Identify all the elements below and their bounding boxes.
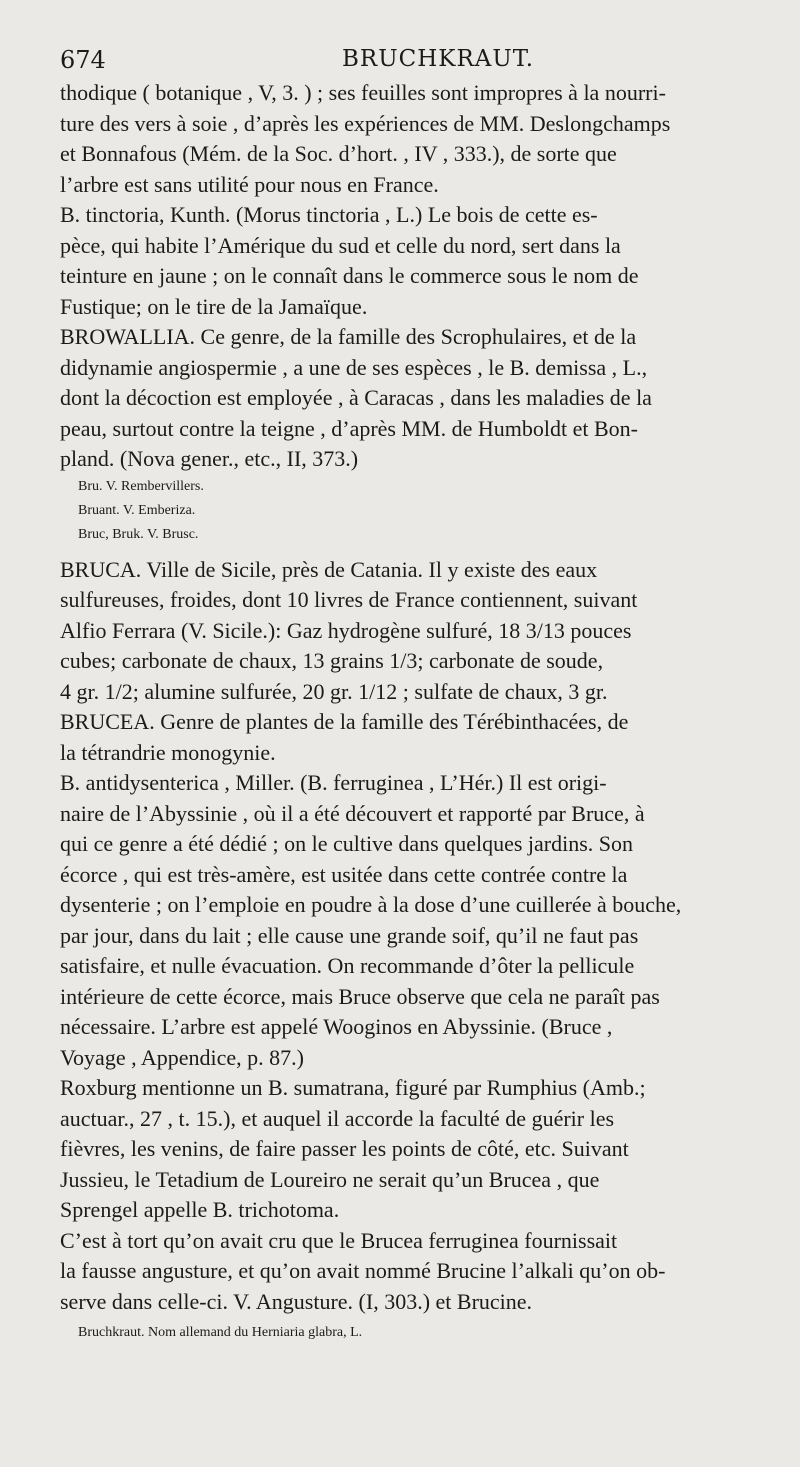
text-line: cubes; carbonate de chaux, 13 grains 1/3; carbonate de soude, <box>60 648 604 673</box>
text-line: nécessaire. L’arbre est appelé Wooginos en Abyssinie. (Bruce , <box>60 1014 613 1039</box>
text-line: pland. (Nova gener., etc., II, 373.) <box>60 446 359 471</box>
body-text-bottom <box>60 555 778 1318</box>
text-line: auctuar., 27 , t. 15.), et auquel il accorde la faculté de guérir les <box>60 1105 615 1131</box>
text-line: teinture en jaune ; on le connaît dans le commerce sous le nom de <box>60 263 639 288</box>
text-line: dysenterie ; on l’emploie en poudre à la dose d’une cuillerée à bouche, <box>60 892 682 917</box>
text-line: la tétrandrie monogynie. <box>60 739 276 765</box>
text-line: C’est à tort qu’on avait cru que le Brucea ferruginea fournissait <box>60 1227 618 1253</box>
cross-reference: Bruc, Bruk. V. Brusc. <box>78 526 199 542</box>
text-line: écorce , qui est très-amère, est usitée dans cette contrée contre la <box>60 861 628 887</box>
cross-reference: Bruant. V. Emberiza. <box>78 502 196 518</box>
text-line: Sprengel appelle B. trichotoma. <box>60 1197 340 1222</box>
text-line: B. antidysenterica , Miller. (B. ferruginea , L’Hér.) Il est origi- <box>60 770 607 795</box>
text-line: fièvres, les venins, de faire passer les points de côté, etc. Suivant <box>60 1136 629 1161</box>
text-line: Alfio Ferrara (V. Sicile.): Gaz hydrogène sulfuré, 18 3/13 pouces <box>60 617 632 643</box>
text-line: thodique ( botanique , V, 3. ) ; ses feuilles sont impropres à la nourri- <box>60 80 666 105</box>
text-line: 4 gr. 1/2; alumine sulfurée, 20 gr. 1/12 ; sulfate de chaux, 3 gr. <box>60 678 608 704</box>
page-header <box>60 44 778 78</box>
cross-reference: Bru. V. Rembervillers. <box>78 478 204 494</box>
text-line: par jour, dans du lait ; elle cause une grande soif, qu’il ne faut pas <box>60 922 639 948</box>
text-line: l’arbre est sans utilité pour nous en France. <box>60 171 439 197</box>
text-line: B. tinctoria, Kunth. (Morus tinctoria , L.) Le bois de cette es- <box>60 202 598 227</box>
text-line: BRUCEA. Genre de plantes de la famille des Térébinthacées, de <box>60 709 629 734</box>
text-line: qui ce genre a été dédié ; on le cultive dans quelques jardins. Son <box>60 831 634 856</box>
text-line: peau, surtout contre la teigne , d’après MM. de Humboldt et Bon- <box>60 415 638 441</box>
text-line: et Bonnafous (Mém. de la Soc. d’hort. , IV , 333.), de sorte que <box>60 141 617 166</box>
running-head: BRUCHKRAUT. <box>342 46 535 72</box>
text-line: serve dans celle-ci. V. Angusture. (I, 303.) et Brucine. <box>60 1288 533 1314</box>
text-line: satisfaire, et nulle évacuation. On recommande d’ôter la pellicule <box>60 953 635 978</box>
text-line: pèce, qui habite l’Amérique du sud et celle du nord, sert dans la <box>60 232 621 258</box>
text-line: Fustique; on le tire de la Jamaïque. <box>60 293 368 319</box>
text-line: dont la décoction est employée , à Caracas , dans les maladies de la <box>60 385 652 410</box>
body-text-top <box>60 78 778 475</box>
text-line: sulfureuses, froides, dont 10 livres de France contiennent, suivant <box>60 587 638 612</box>
page-number: 674 <box>60 46 106 74</box>
text-line: didynamie angiospermie , a une de ses espèces , le B. demissa , L., <box>60 354 648 380</box>
text-line: intérieure de cette écorce, mais Bruce observe que cela ne paraît pas <box>60 983 660 1009</box>
text-line: ture des vers à soie , d’après les expériences de MM. Deslongchamps <box>60 110 671 136</box>
cross-references <box>60 475 778 547</box>
text-line: BROWALLIA. Ce genre, de la famille des Scrophulaires, et de la <box>60 324 637 349</box>
text-line: la fausse angusture, et qu’on avait nommé Brucine l’alkali qu’on ob- <box>60 1258 666 1283</box>
text-line: Voyage , Appendice, p. 87.) <box>60 1044 304 1070</box>
text-line: Jussieu, le Tetadium de Loureiro ne serait qu’un Brucea , que <box>60 1166 600 1192</box>
text-line: naire de l’Abyssinie , où il a été découvert et rapporté par Bruce, à <box>60 800 645 826</box>
footer-entry: Bruchkraut. Nom allemand du Herniaria glabra, L. <box>78 1325 363 1340</box>
text-line: BRUCA. Ville de Sicile, près de Catania. Il y existe des eaux <box>60 556 598 582</box>
text-line: Roxburg mentionne un B. sumatrana, figuré par Rumphius (Amb.; <box>60 1075 646 1100</box>
